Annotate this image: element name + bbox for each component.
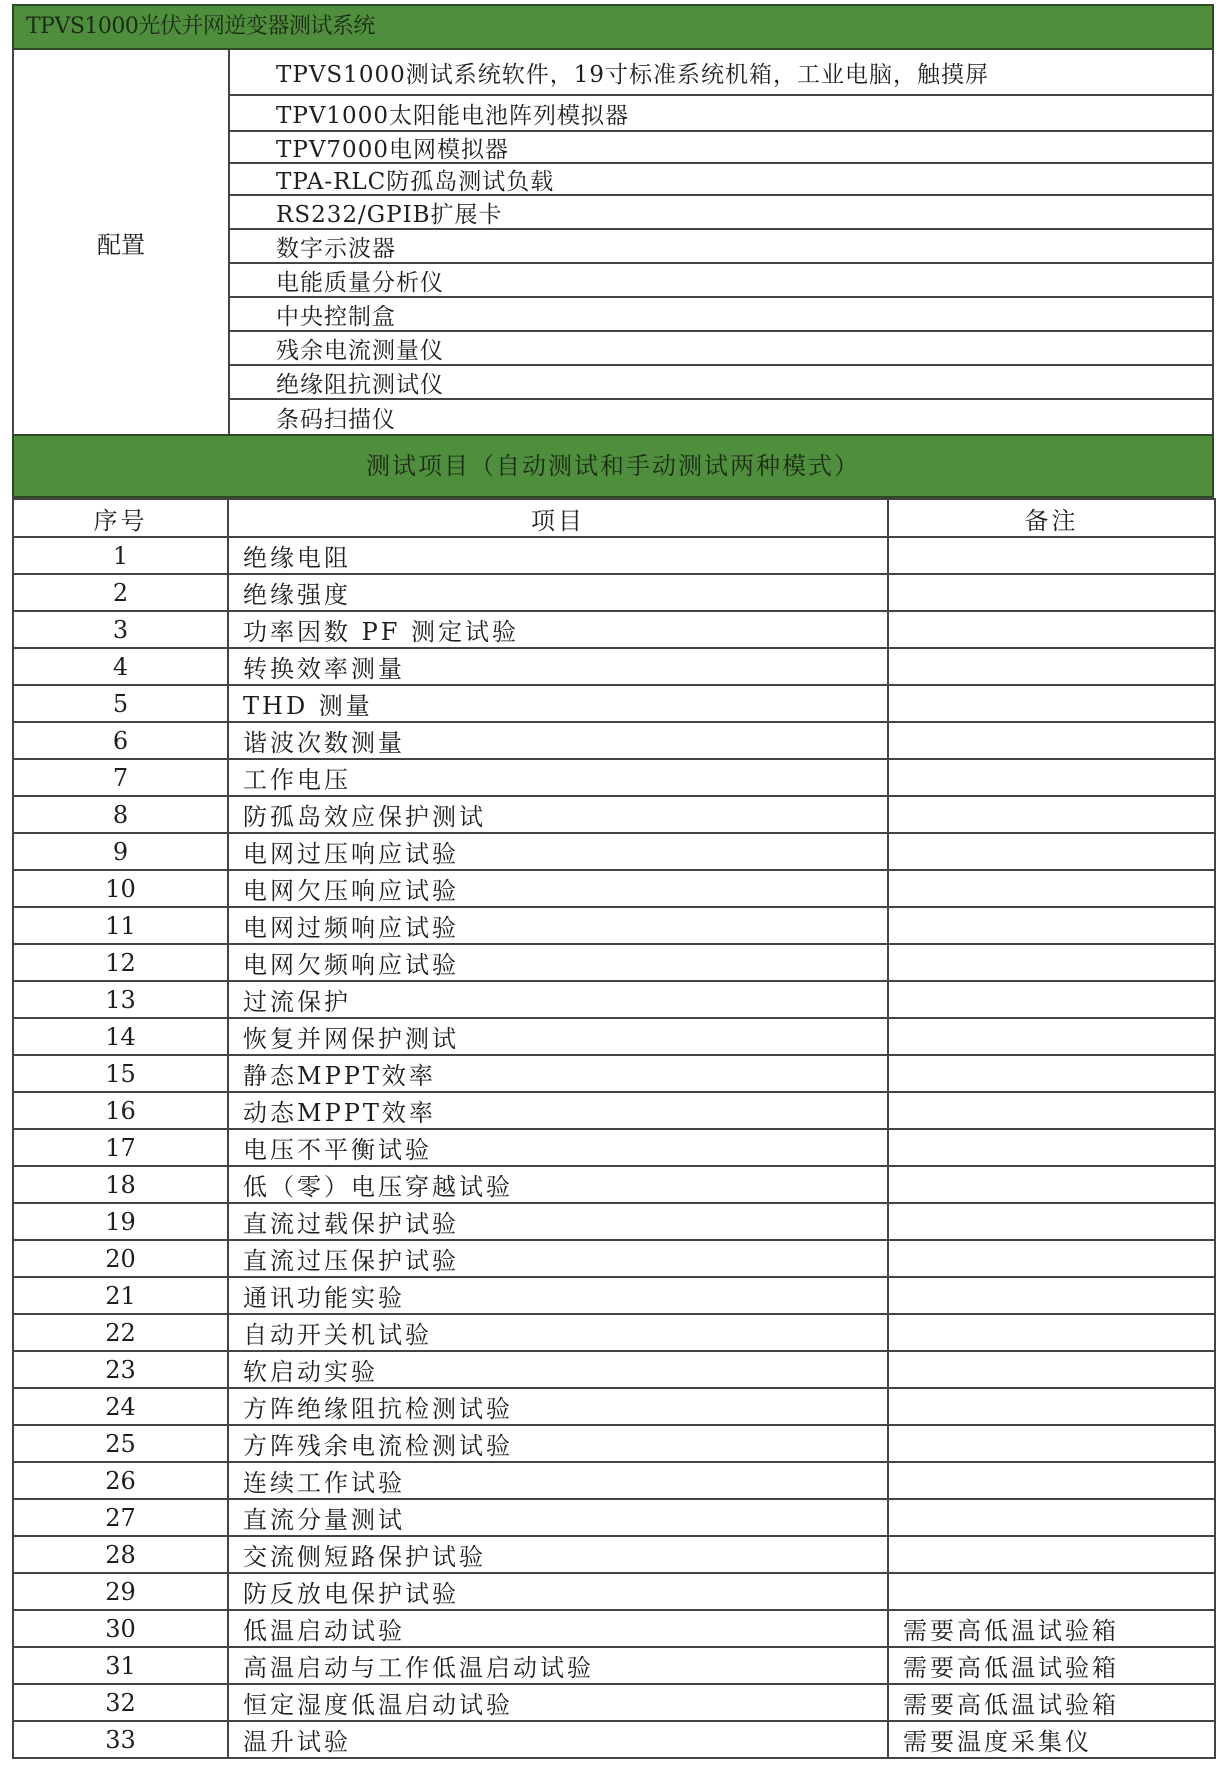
table-row [13, 1684, 1215, 1721]
row-item: 直流过压保护试验 [228, 1240, 888, 1277]
row-item: 直流分量测试 [228, 1499, 888, 1536]
row-index: 10 [13, 870, 228, 907]
row-index: 23 [13, 1351, 228, 1388]
table-row [13, 1203, 1215, 1240]
row-index: 28 [13, 1536, 228, 1573]
row-index: 18 [13, 1166, 228, 1203]
table-row [13, 1055, 1215, 1092]
row-item: 电网欠压响应试验 [228, 870, 888, 907]
row-index: 29 [13, 1573, 228, 1610]
row-note [888, 1055, 1215, 1092]
config-item: 中央控制盒 [230, 298, 1212, 332]
row-note [888, 1092, 1215, 1129]
row-note [888, 648, 1215, 685]
test-items-table [12, 498, 1216, 1759]
row-index: 14 [13, 1018, 228, 1055]
config-item: RS232/GPIB扩展卡 [230, 196, 1212, 230]
row-index: 17 [13, 1129, 228, 1166]
row-item: 低温启动试验 [228, 1610, 888, 1647]
row-index: 21 [13, 1277, 228, 1314]
row-index: 5 [13, 685, 228, 722]
row-index: 9 [13, 833, 228, 870]
row-item: 方阵残余电流检测试验 [228, 1425, 888, 1462]
row-item: 防孤岛效应保护测试 [228, 796, 888, 833]
row-note [888, 1203, 1215, 1240]
row-item: 谐波次数测量 [228, 722, 888, 759]
table-row [13, 1240, 1215, 1277]
table-row [13, 907, 1215, 944]
row-note [888, 981, 1215, 1018]
table-row [13, 1314, 1215, 1351]
row-index: 31 [13, 1647, 228, 1684]
row-note [888, 907, 1215, 944]
header-item: 项目 [228, 499, 888, 537]
row-index: 19 [13, 1203, 228, 1240]
row-note [888, 1499, 1215, 1536]
row-index: 27 [13, 1499, 228, 1536]
row-note: 需要高低温试验箱 [888, 1647, 1215, 1684]
row-item: 直流过载保护试验 [228, 1203, 888, 1240]
table-row [13, 1018, 1215, 1055]
config-item: 残余电流测量仪 [230, 332, 1212, 366]
row-note [888, 1277, 1215, 1314]
row-note [888, 1129, 1215, 1166]
row-index: 13 [13, 981, 228, 1018]
test-section-title: 测试项目（自动测试和手动测试两种模式） [12, 434, 1214, 498]
config-item: 电能质量分析仪 [230, 264, 1212, 298]
row-note: 需要高低温试验箱 [888, 1684, 1215, 1721]
config-item: TPA-RLC防孤岛测试负载 [230, 164, 1212, 196]
row-item: 电压不平衡试验 [228, 1129, 888, 1166]
row-note [888, 537, 1215, 574]
row-index: 1 [13, 537, 228, 574]
table-row [13, 796, 1215, 833]
table-row [13, 944, 1215, 981]
row-item: 静态MPPT效率 [228, 1055, 888, 1092]
table-row [13, 648, 1215, 685]
config-list [230, 50, 1212, 434]
config-section [12, 50, 1214, 434]
header-note: 备注 [888, 499, 1215, 537]
row-item: 低（零）电压穿越试验 [228, 1166, 888, 1203]
document-title: TPVS1000光伏并网逆变器测试系统 [12, 4, 1214, 50]
table-row [13, 1388, 1215, 1425]
table-row [13, 1721, 1215, 1758]
row-note [888, 1314, 1215, 1351]
row-index: 15 [13, 1055, 228, 1092]
table-row [13, 1647, 1215, 1684]
row-note [888, 833, 1215, 870]
row-note [888, 1351, 1215, 1388]
config-item: 条码扫描仪 [276, 406, 396, 433]
row-item: 绝缘强度 [228, 574, 888, 611]
table-row [13, 1573, 1215, 1610]
row-index: 24 [13, 1388, 228, 1425]
row-item: 电网过频响应试验 [228, 907, 888, 944]
row-item: 交流侧短路保护试验 [228, 1536, 888, 1573]
row-index: 32 [13, 1684, 228, 1721]
table-row [13, 1166, 1215, 1203]
row-note [888, 1573, 1215, 1610]
row-item: 工作电压 [228, 759, 888, 796]
row-note [888, 1166, 1215, 1203]
row-note [888, 685, 1215, 722]
row-item: 软启动实验 [228, 1351, 888, 1388]
row-item: 自动开关机试验 [228, 1314, 888, 1351]
table-row [13, 537, 1215, 574]
row-item: 电网欠频响应试验 [228, 944, 888, 981]
row-item: 连续工作试验 [228, 1462, 888, 1499]
row-item: THD 测量 [228, 685, 888, 722]
row-item: 动态MPPT效率 [228, 1092, 888, 1129]
row-note: 需要高低温试验箱 [888, 1610, 1215, 1647]
row-note [888, 796, 1215, 833]
row-note [888, 759, 1215, 796]
table-row [13, 833, 1215, 870]
table-row [13, 1462, 1215, 1499]
config-item: TPV1000太阳能电池阵列模拟器 [230, 96, 1212, 132]
table-row [13, 1425, 1215, 1462]
row-index: 22 [13, 1314, 228, 1351]
table-row [13, 1129, 1215, 1166]
table-row [13, 1499, 1215, 1536]
row-item: 过流保护 [228, 981, 888, 1018]
row-note [888, 722, 1215, 759]
table-row [13, 722, 1215, 759]
row-note [888, 574, 1215, 611]
table-row [13, 759, 1215, 796]
table-row [13, 1277, 1215, 1314]
row-note [888, 1536, 1215, 1573]
row-item: 防反放电保护试验 [228, 1573, 888, 1610]
row-note: 需要温度采集仪 [888, 1721, 1215, 1758]
row-item: 温升试验 [228, 1721, 888, 1758]
row-item: 绝缘电阻 [228, 537, 888, 574]
row-index: 2 [13, 574, 228, 611]
row-note [888, 944, 1215, 981]
table-row [13, 870, 1215, 907]
row-index: 26 [13, 1462, 228, 1499]
row-item: 转换效率测量 [228, 648, 888, 685]
config-item: TPV7000电网模拟器 [230, 132, 1212, 164]
row-index: 12 [13, 944, 228, 981]
row-note [888, 1388, 1215, 1425]
config-label: 配置 [14, 50, 230, 434]
row-item: 方阵绝缘阻抗检测试验 [228, 1388, 888, 1425]
config-item: TPVS1000测试系统软件，19寸标准系统机箱，工业电脑，触摸屏 [230, 50, 1212, 96]
header-index: 序号 [13, 499, 228, 537]
table-row [13, 1351, 1215, 1388]
row-index: 4 [13, 648, 228, 685]
table-row [13, 981, 1215, 1018]
row-note [888, 611, 1215, 648]
spec-sheet [12, 4, 1214, 1759]
table-row [13, 1536, 1215, 1573]
table-header-row [13, 499, 1215, 537]
table-body [13, 537, 1215, 1758]
row-index: 11 [13, 907, 228, 944]
row-item: 恢复并网保护测试 [228, 1018, 888, 1055]
row-index: 25 [13, 1425, 228, 1462]
table-row [13, 574, 1215, 611]
row-index: 30 [13, 1610, 228, 1647]
row-index: 20 [13, 1240, 228, 1277]
row-item: 通讯功能实验 [228, 1277, 888, 1314]
row-note [888, 1018, 1215, 1055]
row-index: 33 [13, 1721, 228, 1758]
row-index: 3 [13, 611, 228, 648]
table-row [13, 1610, 1215, 1647]
row-item: 功率因数 PF 测定试验 [228, 611, 888, 648]
table-row [13, 685, 1215, 722]
row-item: 恒定湿度低温启动试验 [228, 1684, 888, 1721]
row-index: 7 [13, 759, 228, 796]
row-note [888, 1462, 1215, 1499]
row-item: 高温启动与工作低温启动试验 [228, 1647, 888, 1684]
config-item: 绝缘阻抗测试仪 [230, 366, 1212, 400]
row-index: 8 [13, 796, 228, 833]
table-row [13, 1092, 1215, 1129]
row-index: 16 [13, 1092, 228, 1129]
row-note [888, 1240, 1215, 1277]
table-row [13, 611, 1215, 648]
row-note [888, 1425, 1215, 1462]
config-item: 数字示波器 [230, 230, 1212, 264]
row-index: 6 [13, 722, 228, 759]
row-note [888, 870, 1215, 907]
row-item: 电网过压响应试验 [228, 833, 888, 870]
